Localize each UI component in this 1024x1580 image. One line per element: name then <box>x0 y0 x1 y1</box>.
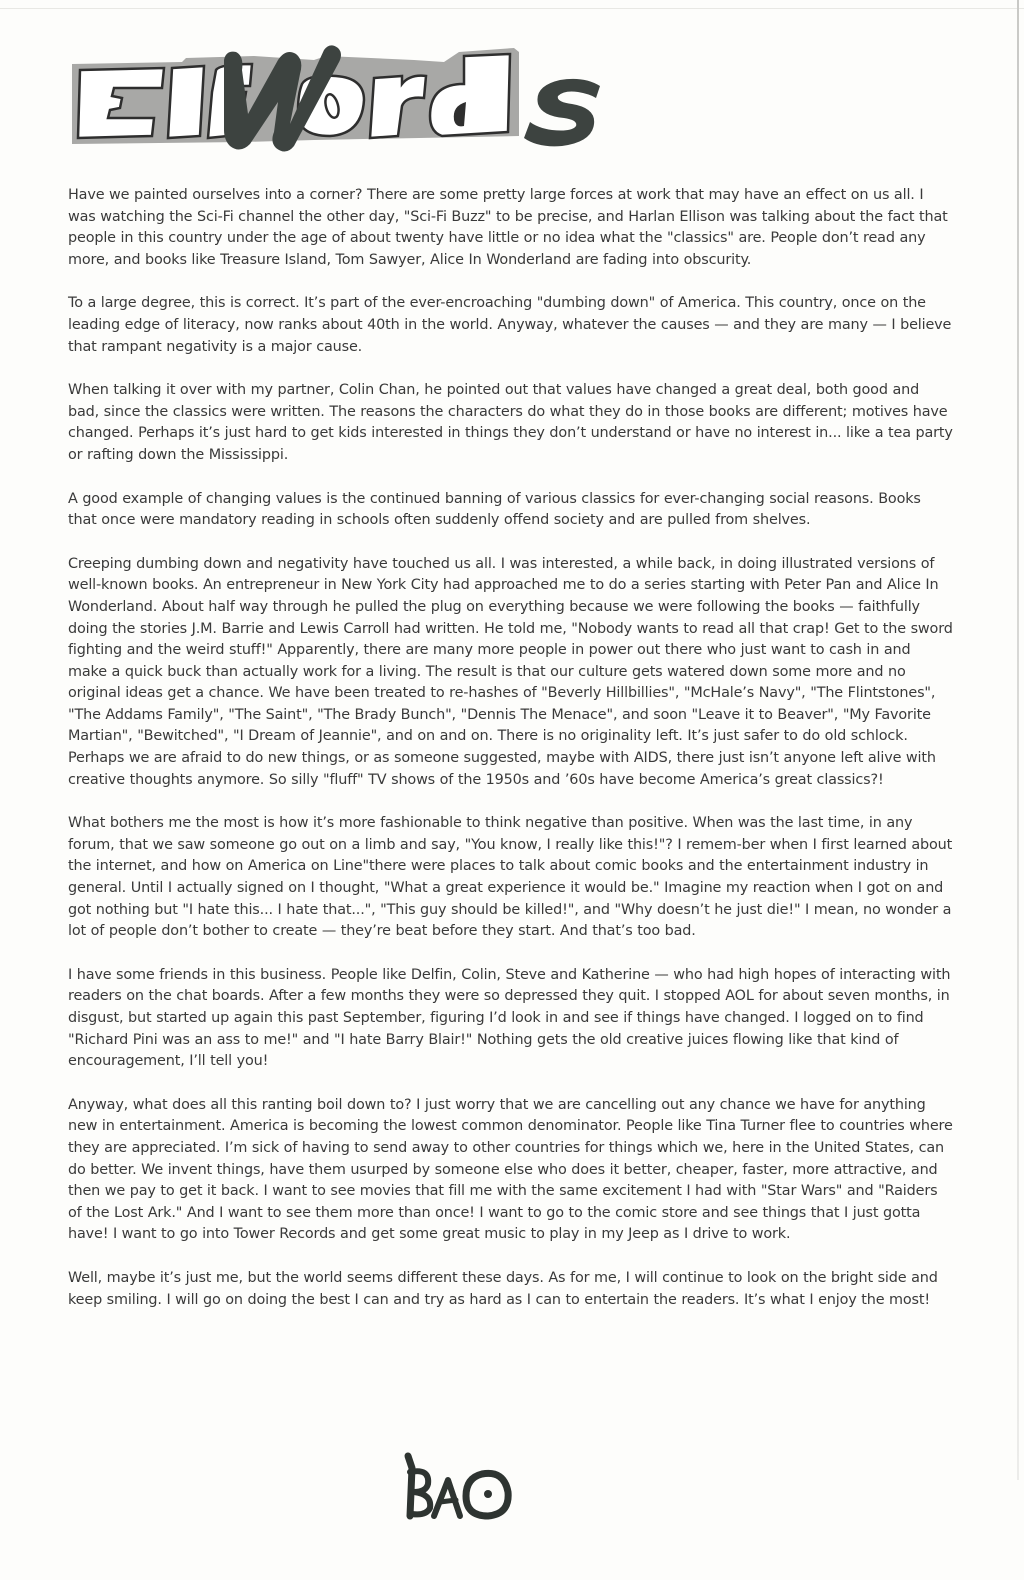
article-paragraph: Creeping dumbing down and negativity have touched us all. I was interested, a while back, in doing illustrated versions of well-known books. An entrepreneur in New York City had approached me to do a series starting with Peter Pan and Alice In Wonderland. About half way through he pulled the plug on everything because we were following the books — faithfully doing the stories J.M. Barrie and Lewis Carroll had written. He told me, "Nobody wants to read all that crap! Get to the sword fighting and the weird stuff!" Apparently, there are many more people in power out there who just want to cash in and make a quick buck than actually work for a living. The result is that our culture gets watered down some more and no original ideas get a chance. We have been treated to re-hashes of "Beverly Hillbillies", "McHale’s Navy", "The Flintstones", "The Addams Family", "The Saint", "The Brady Bunch", "Dennis The Menace", and soon "Leave it to Beaver", "My Favorite Martian", "Bewitched", "I Dream of Jeannie", and on and on. There is no originality left. It’s just safer to do old schlock. Perhaps we are afraid to do new things, or as someone suggested, maybe with AIDS, there just isn’t anyone left alive with creative thoughts anymore. So silly "fluff" TV shows of the 1950s and ’60s have become America’s great classics?! <box>68 555 953 788</box>
article-paragraph: Anyway, what does all this ranting boil down to? I just worry that we are cancelling out any chance we have for anything new in entertainment. America is becoming the lowest common denominator. People like Tina Turner flee to countries where they are appreciated. I’m sick of having to send away to other countries for things which we, here in the United States, can do better. We invent things, have them usurped by someone else who does it better, cheaper, faster, more attractive, and then we pay to get it back. I want to see movies that fill me with the same excitement I had with "Star Wars" and "Raiders of the Lost Ark." And I want to see them more than once! I want to go to the comic store and see things that I just gotta have! I want to go into Tower Records and get some great music to play in my Jeep as I drive to work. <box>68 1096 953 1243</box>
article-paragraph: Well, maybe it’s just me, but the world seems different these days. As for me, I will continue to look on the bright side and keep smiling. I will go on doing the best I can and try as hard as I can to entertain the readers. It’s what I enjoy the most! <box>68 1269 938 1308</box>
article-paragraph: A good example of changing values is the continued banning of various classics for ever-changing social reasons. Books that once were mandatory reading in schools often suddenly offend society and are pulled from shelves. <box>68 490 921 529</box>
signature-bao-icon <box>400 1450 520 1525</box>
article-paragraph: To a large degree, this is correct. It’s part of the ever-encroaching "dumbing down" of America. This country, once on the leading edge of literacy, now ranks about 40th in the world. Anyway, whatever the causes — and they are many — I believe that rampant negativity is a major cause. <box>68 295 952 355</box>
article-body <box>68 185 953 1333</box>
article-paragraph: Have we painted ourselves into a corner? There are some pretty large forces at work that may have an effect on us all. I was watching the Sci-Fi channel the other day, "Sci-Fi Buzz" to be precise, and Harlan Ellison was talking about the fact that people in this country under the age of about twenty have little or no idea what the "classics" are. People don’t read any more, and books like Treasure Island, Tom Sawyer, Alice In Wonderland are fading into obscurity. <box>68 187 948 268</box>
elfwords-logo <box>64 40 624 170</box>
page-edge-right <box>1017 0 1019 1480</box>
elfwords-logo-icon <box>64 40 624 170</box>
page-edge-top <box>0 8 1024 9</box>
article-paragraph: What bothers me the most is how it’s more fashionable to think negative than positive. When was the last time, in any forum, that we saw someone go out on a limb and say, "You know, I really like this!"? I remem-ber when I first learned about the internet, and how on America on Line"there were places to talk about comic books and the entertainment industry in general. Until I actually signed on I thought, "What a great experience it would be." Imagine my reaction when I got on and got nothing but "I hate this... I hate that...", "This guy should be killed!", and "Why doesn’t he just die!" I mean, no wonder a lot of people don’t bother to create — they’re beat before they start. And that’s too bad. <box>68 815 953 940</box>
article-paragraph: I have some friends in this business. People like Delfin, Colin, Steve and Katherine — who had high hopes of interacting with readers on the chat boards. After a few months they were so depressed they quit. I stopped AOL for about seven months, in disgust, but started up again this past September, figuring I’d look in and see if things have changed. I logged on to find "Richard Pini was an ass to me!" and "I hate Barry Blair!" Nothing gets the old creative juices flowing like that kind of encouragement, I’ll tell you! <box>68 966 951 1070</box>
signature <box>400 1450 520 1525</box>
article-paragraph: When talking it over with my partner, Colin Chan, he pointed out that values have changed a great deal, both good and bad, since the classics were written. The reasons the characters do what they do in those books are different; motives have changed. Perhaps it’s just hard to get kids interested in things they don’t understand or have no interest in... like a tea party or rafting down the Mississippi. <box>68 382 953 463</box>
